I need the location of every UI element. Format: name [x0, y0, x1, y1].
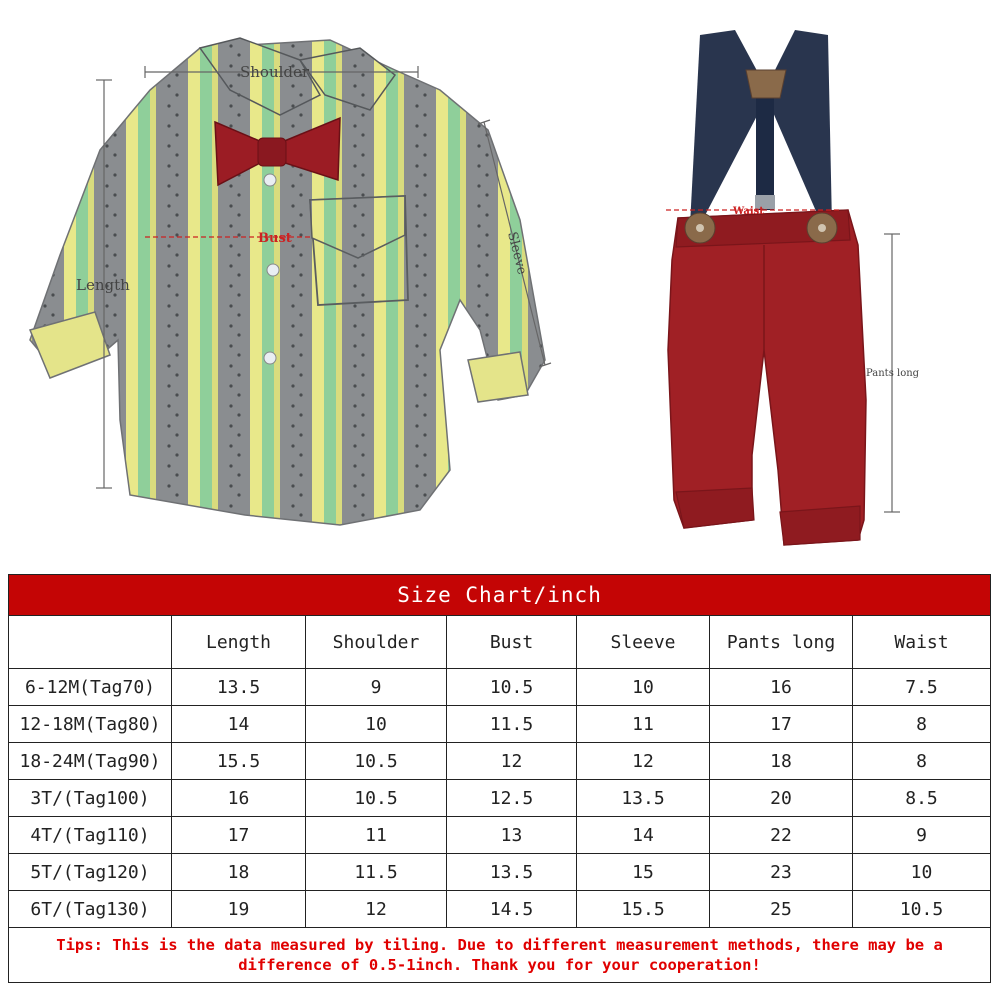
shoulder-cell: 12 — [306, 891, 447, 928]
length-cell: 14 — [172, 706, 306, 743]
sleeve-cell: 12 — [577, 743, 710, 780]
sleeve-cell: 10 — [577, 669, 710, 706]
waist-label: Waist — [733, 206, 764, 217]
bust-cell: 10.5 — [447, 669, 577, 706]
waist-cell: 10 — [853, 854, 991, 891]
table-row — [9, 891, 991, 928]
bust-cell: 11.5 — [447, 706, 577, 743]
header-cell-length: Length — [172, 616, 306, 669]
sleeve-cell: 13.5 — [577, 780, 710, 817]
size-cell: 6-12M(Tag70) — [9, 669, 172, 706]
header-cell-bust: Bust — [447, 616, 577, 669]
size-cell: 3T/(Tag100) — [9, 780, 172, 817]
header-cell-pants-long: Pants long — [710, 616, 853, 669]
waist-cell: 10.5 — [853, 891, 991, 928]
pants-long-cell: 22 — [710, 817, 853, 854]
length-cell: 15.5 — [172, 743, 306, 780]
shoulder-cell: 10 — [306, 706, 447, 743]
length-cell: 13.5 — [172, 669, 306, 706]
sleeve-cell: 15 — [577, 854, 710, 891]
shoulder-cell: 10.5 — [306, 780, 447, 817]
waist-cell: 8.5 — [853, 780, 991, 817]
pants-long-label: Pants long — [866, 368, 920, 379]
sleeve-cell: 11 — [577, 706, 710, 743]
waist-cell: 9 — [853, 817, 991, 854]
bust-label: Bust — [258, 231, 292, 246]
sleeve-label: Sleeve — [504, 230, 530, 277]
table-row — [9, 706, 991, 743]
pants-long-cell: 16 — [710, 669, 853, 706]
table-row — [9, 817, 991, 854]
header-cell-empty — [9, 616, 172, 669]
shoulder-cell: 9 — [306, 669, 447, 706]
length-cell: 19 — [172, 891, 306, 928]
table-row — [9, 669, 991, 706]
size-chart-table — [8, 574, 991, 983]
bust-cell: 13.5 — [447, 854, 577, 891]
length-cell: 18 — [172, 854, 306, 891]
shoulder-cell: 10.5 — [306, 743, 447, 780]
pants-long-cell: 17 — [710, 706, 853, 743]
shoulder-cell: 11 — [306, 817, 447, 854]
size-cell: 4T/(Tag110) — [9, 817, 172, 854]
size-cell: 12-18M(Tag80) — [9, 706, 172, 743]
sleeve-cell: 15.5 — [577, 891, 710, 928]
waist-cell: 7.5 — [853, 669, 991, 706]
table-row — [9, 780, 991, 817]
size-chart — [8, 574, 990, 989]
size-cell: 18-24M(Tag90) — [9, 743, 172, 780]
size-chart-title: Size Chart/inch — [9, 575, 991, 616]
header-cell-shoulder: Shoulder — [306, 616, 447, 669]
table-row — [9, 854, 991, 891]
pants-image — [668, 30, 866, 545]
pants-long-cell: 18 — [710, 743, 853, 780]
header-cell-waist: Waist — [853, 616, 991, 669]
tips-note: Tips: This is the data measured by tiling. Due to different measurement methods, there may be a difference of 0.5-1inch. Thank you for your cooperation! — [9, 928, 991, 983]
waist-cell: 8 — [853, 743, 991, 780]
bust-cell: 14.5 — [447, 891, 577, 928]
header-row — [9, 616, 991, 669]
waist-cell: 8 — [853, 706, 991, 743]
bust-cell: 13 — [447, 817, 577, 854]
length-label: Length — [76, 276, 130, 294]
length-cell: 17 — [172, 817, 306, 854]
shoulder-cell: 11.5 — [306, 854, 447, 891]
sleeve-cell: 14 — [577, 817, 710, 854]
header-cell-sleeve: Sleeve — [577, 616, 710, 669]
pants-long-cell: 25 — [710, 891, 853, 928]
size-cell: 6T/(Tag130) — [9, 891, 172, 928]
bust-cell: 12 — [447, 743, 577, 780]
shoulder-label: Shoulder — [240, 63, 310, 81]
table-row — [9, 743, 991, 780]
length-cell: 16 — [172, 780, 306, 817]
size-cell: 5T/(Tag120) — [9, 854, 172, 891]
pants-long-cell: 20 — [710, 780, 853, 817]
pants-long-cell: 23 — [710, 854, 853, 891]
bust-cell: 12.5 — [447, 780, 577, 817]
